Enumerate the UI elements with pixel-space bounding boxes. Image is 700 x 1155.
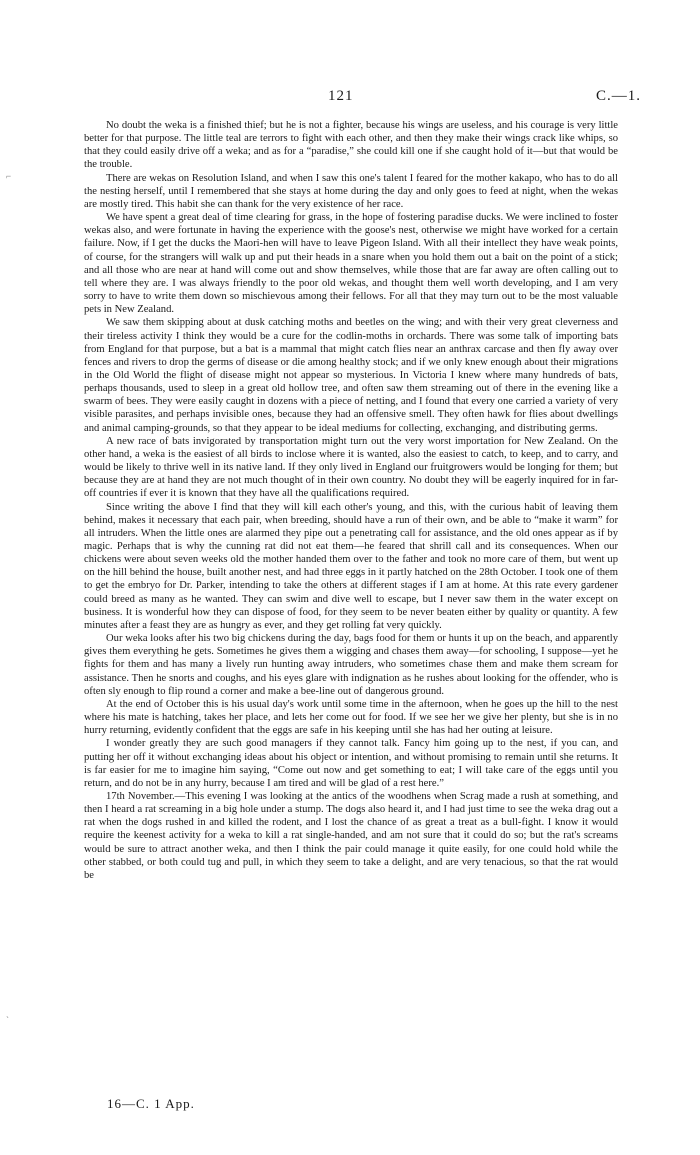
footer-signature: 16—C. 1 App. bbox=[107, 1096, 195, 1111]
section-reference: C.—1. bbox=[596, 88, 642, 104]
paragraph: Our weka looks after his two big chickens during the day, bags food for them or hunts it up on the beach, and apparently gives them everything he gets. Sometimes he gives them a wigging and chases them away—for schooling, I suppose—yet he fights for them and has many a lively run hunting away intruders, who sometimes chase them and make them scream for assistance. Then he snorts and coughs, and his eyes glare with indignation as he rushes about looking for the offender, who is often sly enough to flip round a corner and make a bee-line out of dangerous ground. bbox=[84, 633, 618, 697]
paragraph: No doubt the weka is a finished thief; but he is not a fighter, because his wings are useless, and his courage is very little better for that purpose. The little teal are terrors to fight with each other, and then they make their wings crack like whips, so that they could easily drive off a weka; and as for a “paradise,” she could kill one if she caught hold of it—but that would be the trouble. bbox=[84, 120, 618, 171]
page-header bbox=[0, 88, 700, 110]
margin-mark: ⌐ bbox=[6, 171, 12, 181]
paragraph: At the end of October this is his usual day's work until some time in the afternoon, when he goes up the hill to the nest where his mate is hatching, takes her place, and lets her come out for food. If we see her we give her plenty, but she is in no hurry returning, evidently confident that the eggs are safe in his keeping until she has had her outing at leisure. bbox=[84, 698, 618, 737]
body-text bbox=[84, 119, 618, 882]
margin-mark: ` bbox=[6, 1015, 9, 1025]
paragraph: I wonder greatly they are such good managers if they cannot talk. Fancy him going up to the nest, if you can, and putting her off it without exchanging ideas about his object or intention, and without promising to remain until she returns. It is far easier for me to imagine him saying, “Come out now and get something to eat; I will take care of the eggs until you return, and do not be in any hurry, because I am tired and will be glad of a rest here.” bbox=[84, 738, 618, 789]
page-number: 121 bbox=[328, 88, 354, 104]
paragraph: 17th November.—This evening I was looking at the antics of the woodhens when Scrag made a rush at something, and then I heard a rat screaming in a big hole under a stump. The dogs also heard it, and I had just time to see the weka drag out a rat when the dogs rushed in and killed the rodent, and I lost the chance of as great a treat as a bull-fight. I know it would require the keenest activity for a weka to kill a rat single-handed, and am not sure that it could do so; but the rat's screams would be sure to attract another weka, and then I think the pair could manage it quite easily, for one could hold while the other stabbed, or both could tug and pull, in which they seem to take a delight, and are very tenacious, so that the rat would be bbox=[84, 790, 618, 881]
paragraph: A new race of bats invigorated by transportation might turn out the very worst importation for New Zealand. On the other hand, a weka is the easiest of all birds to inclose where it is wanted, also the easiest to catch, to keep, and to carry, and would be likely to thrive well in its native land. If they only lived in England our fruitgrowers would be longing for them; but because they are at hand they are not much thought of in their own country. No doubt they will be eagerly inquired for in far-off countries if ever it is known that they have all the qualifications required. bbox=[84, 435, 618, 500]
paragraph: Since writing the above I find that they will kill each other's young, and this, with the curious habit of leaving them behind, makes it necessary that each pair, when breeding, should have a run of their own, and be able to “make it warm” for all intruders. When the little ones are alarmed they pipe out a penetrating call for assistance, and the old ones appear as if by magic. Perhaps that is why the cunning rat did not eat them—he feared that shrill call and its consequences. When our chickens were about seven weeks old the mother handed them over to the father and took no more care of them, but went up on the hill behind the house, built another nest, and had three eggs in it partly hatched on the 28th October. I took one of them to get the embryo for Dr. Parker, intending to take the others at different stages if I am at home. At this rate every gardener could breed as many as he wanted. They can swim and dive well to escape, but I never saw them in the water except on business. It is wonderful how they can dispose of food, for they seem to be never beaten either by quality or quantity. A few minutes after a feast they are as hungry as ever, and they get rolling fat very quickly. bbox=[84, 501, 618, 631]
paragraph: We have spent a great deal of time clearing for grass, in the hope of fostering paradise ducks. We were inclined to foster wekas also, and were fortunate in having the experience with the goose's nest, otherwise we might have worked for a certain failure. Now, if I get the ducks the Maori-hen will have to leave Pigeon Island. With all their intellect they have weak points, of course, for the strangers will walk up and put their heads in a snare when you hold them out a bait on the point of a stick; and all those who are near at hand will come out and show themselves, while those that are far away are often calling out to tell where they are. I was always friendly to the poor old wekas, and thought them well worth developing, and I am very sorry to have to write them down so mischievous among their fellows. For all that they may turn out to be the most valuable pets in New Zealand. bbox=[84, 212, 618, 316]
paragraph: We saw them skipping about at dusk catching moths and beetles on the wing; and with their very great cleverness and their tireless activity I think they would be a cure for the codlin-moths in orchards. There was some talk of importing bats from England for that purpose, but a bat is a mammal that might catch flies near an anthrax carcase and then fly away over fences and rivers to drop the germs of disease or die among healthy stock; and if we only knew enough about their migrations in the Old World the flight of disease might not appear so mysterious. In Victoria I knew where many hundreds of bats, perhaps thousands, used to sleep in a great old hollow tree, and often saw them streaming out of there in the evening like a swarm of bees. They were easily caught in dozens with a piece of netting, and I found that every one carried a variety of very visible parasites, and perhaps invisible ones, because they had an offensive smell. They often hawk for flies about dwellings and animal camping-grounds, so that they appear to be ideal mediums for collecting, exchanging, and distributing germs. bbox=[84, 317, 618, 434]
paragraph: There are wekas on Resolution Island, and when I saw this one's talent I feared for the mother kakapo, who has to do all the nesting herself, until I remembered that she stays at home during the day and only goes to feed at night, when the wekas are mostly tired. This habit she can thank for the very existence of her race. bbox=[84, 172, 618, 210]
